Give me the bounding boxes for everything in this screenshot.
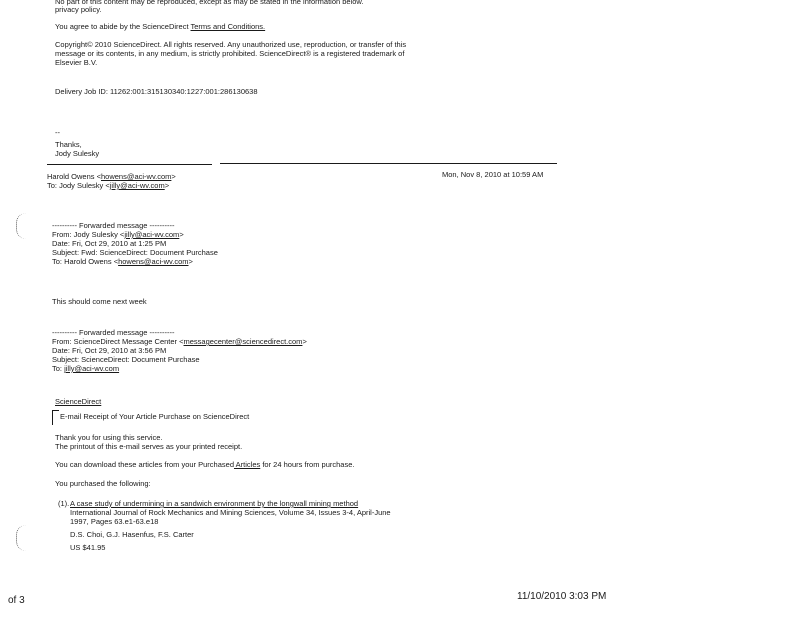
terms-prefix: You agree to abide by the ScienceDirect [55,22,189,31]
forward1-to-suffix: > [188,257,193,266]
forward2-from-prefix: From: ScienceDirect Message Center < [52,337,184,346]
sciencedirect-logo[interactable]: ScienceDirect [55,397,102,406]
forward1-date: Date: Fri, Oct 29, 2010 at 1:25 PM [52,239,167,248]
receipt-title: E-mail Receipt of Your Article Purchase on ScienceDirect [60,412,250,421]
receipt-download-line [55,460,354,469]
page-count: of 3 [8,595,25,606]
receipt-thanks-2: The printout of this e-mail serves as your printed receipt. [55,442,243,451]
forward2-heading: ---------- Forwarded message ---------- [52,328,175,337]
message-from-email[interactable]: howens@aci-wv.com [100,172,172,181]
forward1-heading: ---------- Forwarded message ---------- [52,221,175,230]
signature-thanks: Thanks, [55,140,82,149]
message-from-suffix: > [171,172,176,181]
forward2-date: Date: Fri, Oct 29, 2010 at 3:56 PM [52,346,167,355]
signature-name: Jody Sulesky [55,149,100,158]
forward2-from-email[interactable]: messagecenter@sciencedirect.com [183,337,303,346]
purchase-item-price: US $41.95 [70,543,106,552]
forward1-subject: Subject: Fwd: ScienceDirect: Document Purchase [52,248,218,257]
forward1-to-email[interactable]: howens@aci-wv.com [118,257,189,266]
message-to-prefix: To: Jody Sulesky < [47,181,110,190]
separator-rule-left [47,164,212,165]
message-to-suffix: > [164,181,170,190]
hole-punch-mark-top [16,213,31,239]
hole-punch-mark-bottom [16,525,31,551]
message-to [47,181,169,190]
forward2-to [52,364,119,373]
purchase-item-pages: 1997, Pages 63.e1-63.e18 [70,517,159,526]
separator-rule-right [220,163,557,164]
message-date: Mon, Nov 8, 2010 at 10:59 AM [442,170,544,179]
print-timestamp: 11/10/2010 3:03 PM [517,591,607,602]
delivery-job-id: Delivery Job ID: 11262:001:315130340:1227:001:286130638 [55,87,258,96]
intro-line-1: No part of this content may be reproduced, except as may be stated in the information below. [55,0,364,6]
forward1-body: This should come next week [52,297,147,306]
forward1-from-suffix: > [179,230,184,239]
receipt-thanks-1: Thank you for using this service. [55,433,163,442]
purchased-articles-link[interactable]: Articles [234,460,261,469]
forward2-from-suffix: > [302,337,307,346]
download-suffix: for 24 hours from purchase. [260,460,355,469]
download-prefix: You can download these articles from your Purchased [55,460,234,469]
message-from [47,172,176,181]
forward1-to [52,257,193,266]
message-from-prefix: Harold Owens < [47,172,101,181]
signature-dash: -- [55,128,60,137]
terms-link[interactable]: Terms and Conditions. [190,22,266,31]
forward2-to-email[interactable]: jilly@aci-wv.com [64,364,120,373]
intro-line-2: privacy policy. [55,5,102,14]
receipt-purchased-label: You purchased the following: [55,479,151,488]
forward2-to-prefix: To: [52,364,65,373]
forward2-from [52,337,307,346]
purchase-item-journal: International Journal of Rock Mechanics and Mining Sciences, Volume 34, Issues 3-4, April-June [70,508,391,517]
forward2-subject: Subject: ScienceDirect: Document Purchase [52,355,200,364]
receipt-title-frame [52,410,59,425]
forward1-to-prefix: To: Harold Owens < [52,257,119,266]
terms-line [55,22,265,31]
copyright-line-1: Copyright© 2010 ScienceDirect. All rights reserved. Any unauthorized use, reproduction, or transfer of this [55,40,407,49]
copyright-line-3: Elsevier B.V. [55,58,98,67]
copyright-line-2: message or its contents, in any medium, is strictly prohibited. ScienceDirect® is a registered trademark of [55,49,405,58]
purchase-item-authors: D.S. Choi, G.J. Hasenfus, F.S. Carter [70,530,194,539]
purchase-item-title-link[interactable]: A case study of undermining in a sandwich environment by the longwall mining method [70,499,359,508]
forward1-from [52,230,184,239]
purchase-item-number: (1). [58,499,70,508]
message-to-email[interactable]: jilly@aci-wv.com [109,181,165,190]
forward1-from-prefix: From: Jody Sulesky < [52,230,125,239]
forward1-from-email[interactable]: jilly@aci-wv.com [124,230,180,239]
